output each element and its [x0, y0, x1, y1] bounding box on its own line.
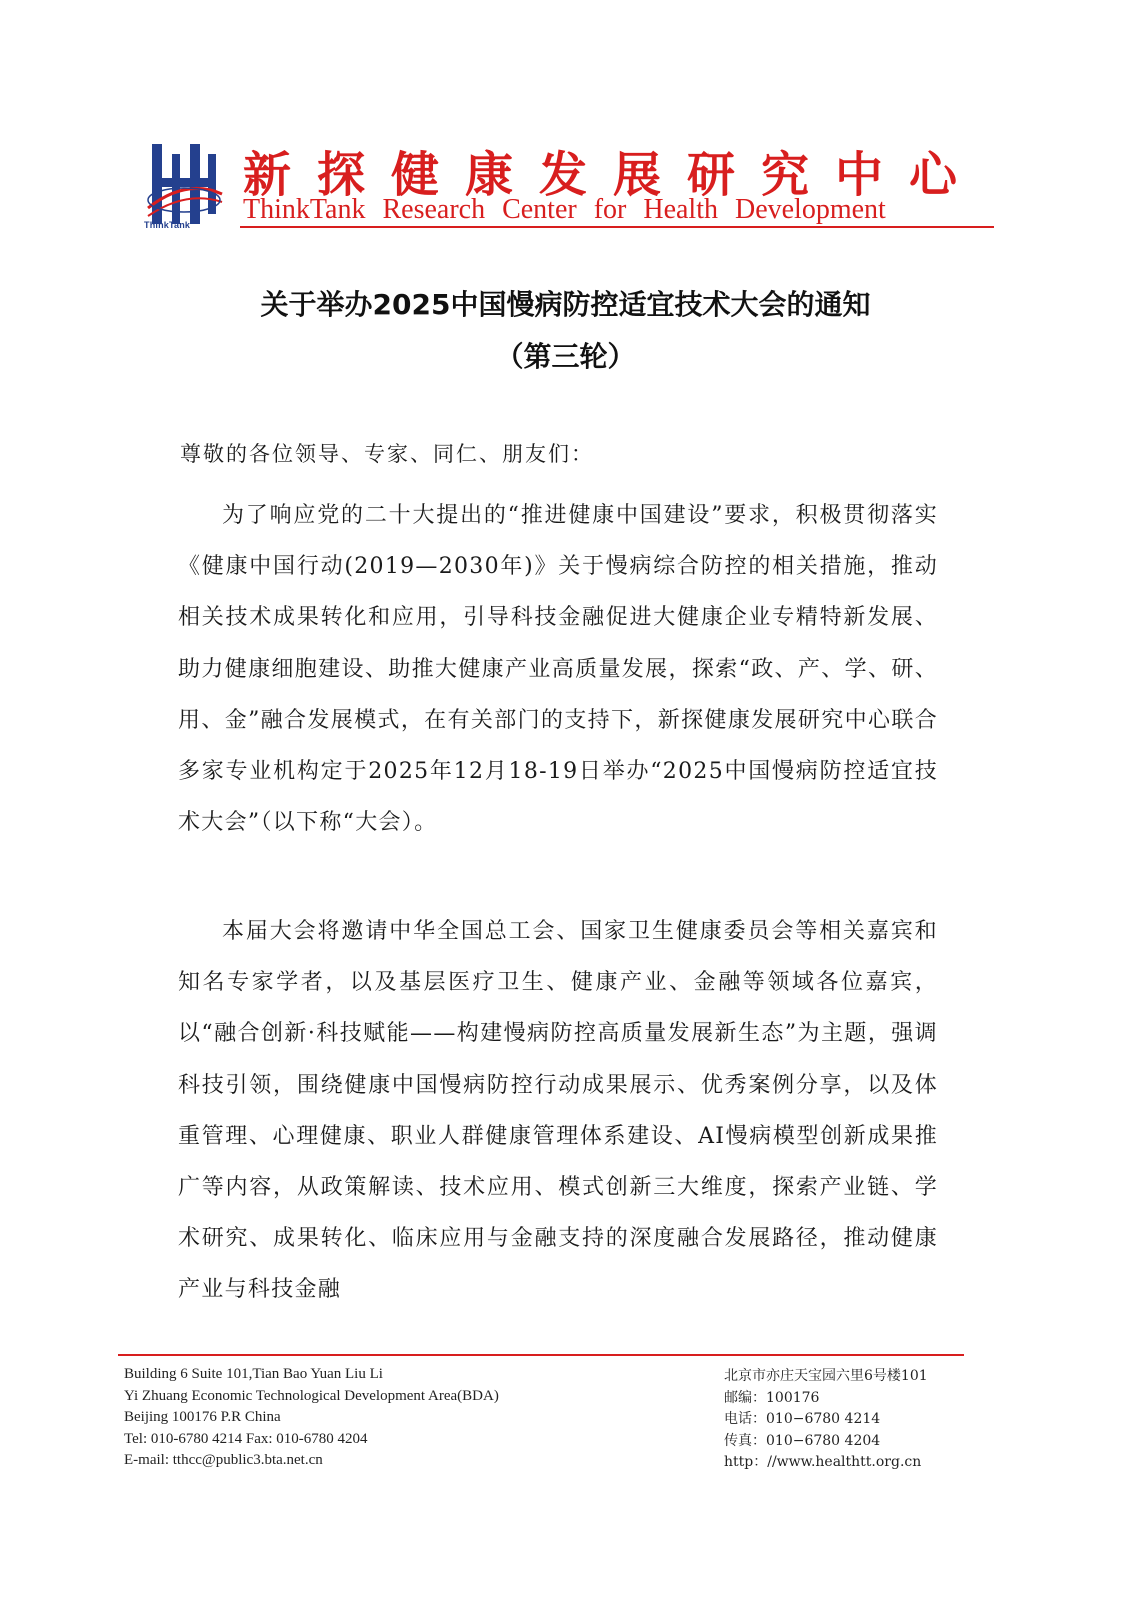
org-name-chinese: 新探健康发展研究中心: [243, 147, 984, 203]
footer-chinese-address: [724, 1366, 928, 1474]
footer-divider: [118, 1354, 964, 1356]
body-paragraph-1: 为了响应党的二十大提出的“推进健康中国建设”要求，积极贯彻落实《健康中国行动(2019—2030年)》关于慢病综合防控的相关措施，推动相关技术成果转化和应用，引导科技金融促进大健康企业专精特新发展、助力健康细胞建设、助推大健康产业高质量发展，探索“政、产、学、研、用、金”融合发展模式，在有关部门的支持下，新探健康发展研究中心联合多家专业机构定于2025年12月18-19日举办“2025中国慢病防控适宜技术大会”（以下称“大会）。: [178, 503, 938, 836]
body-paragraph-2: 本届大会将邀请中华全国总工会、国家卫生健康委员会等相关嘉宾和知名专家学者，以及基层医疗卫生、健康产业、金融等领域各位嘉宾，以“融合创新·科技赋能——构建慢病防控高质量发展新生态”为主题，强调科技引领，围绕健康中国慢病防控行动成果展示、优秀案例分享，以及体重管理、心理健康、职业人群健康管理体系建设、AI慢病模型创新成果推广等内容，从政策解读、技术应用、模式创新三大维度，探索产业链、学术研究、成果转化、临床应用与金融支持的深度融合发展路径，推动健康产业与科技金融: [178, 919, 938, 1303]
footer-tel-fax: Tel: 010-6780 4214 Fax: 010-6780 4204: [124, 1430, 368, 1447]
footer-address-line-1: Building 6 Suite 101,Tian Bao Yuan Liu Li: [124, 1366, 383, 1382]
footer-email: E-mail: tthcc@public3.bta.net.cn: [124, 1452, 323, 1468]
org-name-english: ThinkTank Research Center for Health Development: [243, 194, 886, 225]
notice-title: 关于举办2025中国慢病防控适宜技术大会的通知: [260, 288, 871, 321]
letterhead-divider: [240, 226, 994, 228]
footer-cn-address: 北京市亦庄天宝园六里6号楼101: [724, 1368, 928, 1384]
footer-postcode: 邮编：100176: [724, 1389, 820, 1406]
notice-subtitle: （第三轮）: [495, 340, 636, 373]
salutation: 尊敬的各位领导、专家、同仁、朋友们：: [180, 442, 594, 466]
footer-fax: 传真：010−6780 4204: [724, 1432, 881, 1449]
footer-website: http：//www.healthtt.org.cn: [724, 1454, 922, 1470]
letterhead: [140, 128, 1000, 238]
footer-phone: 电话：010−6780 4214: [724, 1411, 881, 1427]
footer-english-address: [124, 1364, 499, 1472]
footer-address-line-3: Beijing 100176 P.R China: [124, 1409, 281, 1425]
footer-address-line-2: Yi Zhuang Economic Technological Development Area(BDA): [124, 1387, 499, 1404]
logo-caption: ThinkTank: [144, 220, 191, 230]
